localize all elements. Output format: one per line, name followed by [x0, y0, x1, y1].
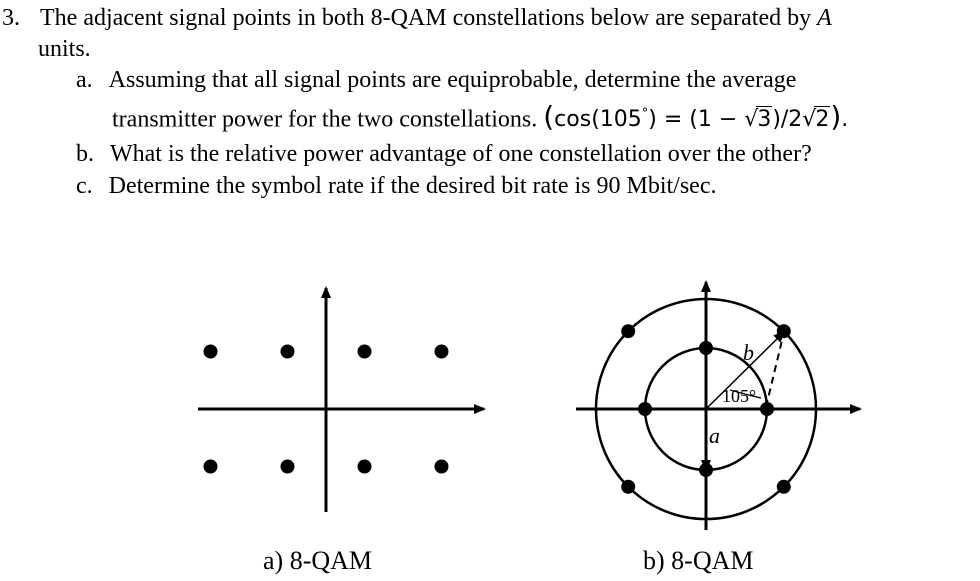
part-b-text: What is the relative power advantage of one constellation over the other? — [110, 141, 812, 167]
part-a-text: Assuming that all signal points are equiprobable, determine the average — [108, 67, 797, 93]
figure-b-outer-signal-point — [777, 324, 791, 338]
figure-b-radius-a-label: a — [709, 423, 720, 448]
figure-a-signal-point — [281, 460, 295, 474]
figure-b-inner-signal-point — [699, 463, 713, 477]
figure-b-radius-b-label: b — [743, 340, 754, 365]
part-a-hint: (cos(105°) = (1 − √3)/2√2). — [543, 100, 849, 134]
figure-b-inner-signal-point — [638, 402, 652, 416]
part-c-label: c. — [76, 173, 93, 199]
part-a-text-cont: transmitter power for the two constellations. — [112, 106, 538, 133]
figure-a-signal-point — [281, 345, 295, 359]
figure-a-signal-point — [435, 460, 449, 474]
figure-b-inner-signal-point — [760, 402, 774, 416]
figure-b-caption: b) 8-QAM — [643, 546, 754, 575]
figure-a — [198, 288, 484, 512]
part-b-label: b. — [76, 141, 94, 167]
figure-b-inner-signal-point — [699, 341, 713, 355]
figure-a-signal-point — [204, 460, 218, 474]
figure-a-signal-point — [358, 460, 372, 474]
figure-a-signal-point — [204, 345, 218, 359]
problem-stem-line2: units. — [38, 36, 91, 62]
figure-b — [576, 282, 860, 530]
problem-stem-variable: A — [817, 5, 832, 31]
part-a-label: a. — [76, 67, 93, 93]
figure-b-outer-signal-point — [777, 480, 791, 494]
figure-b-outer-signal-point — [621, 324, 635, 338]
problem-stem-text: The adjacent signal points in both 8-QAM constellations below are separated by — [40, 5, 818, 31]
problem-number: 3. — [2, 5, 20, 31]
figure-a-caption: a) 8-QAM — [263, 546, 373, 575]
figure-b-outer-signal-point — [621, 480, 635, 494]
figure-a-signal-point — [358, 345, 372, 359]
figure-a-signal-point — [435, 345, 449, 359]
figure-b-angle-label: 105° — [722, 386, 757, 406]
part-c-text: Determine the symbol rate if the desired bit rate is 90 Mbit/sec. — [108, 173, 717, 199]
figure-b-distance-dashed — [766, 332, 784, 407]
